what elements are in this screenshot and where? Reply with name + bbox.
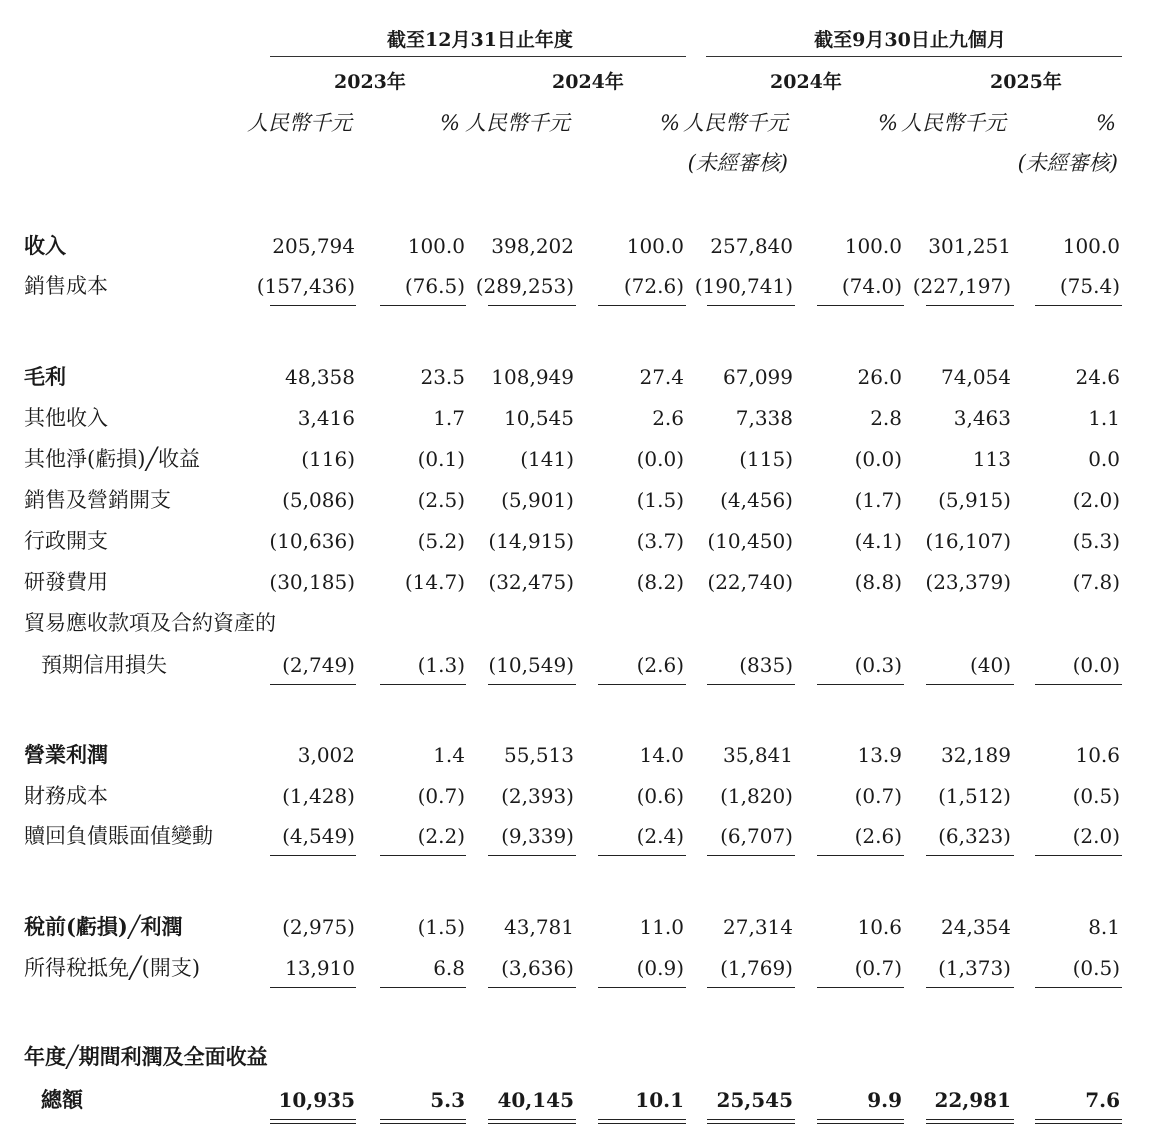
- amount-cell: 3,463: [953, 406, 1011, 430]
- subtotal-underline: [707, 305, 795, 306]
- percent-cell: (2.5): [417, 488, 465, 512]
- subtotal-underline: [270, 305, 356, 306]
- percent-cell: (1.5): [417, 915, 465, 939]
- percent-cell: (0.7): [854, 956, 902, 980]
- amount-cell: 13,910: [285, 956, 355, 980]
- total-double-underline: [1035, 1119, 1122, 1120]
- year-header-2025: 2025年: [990, 71, 1062, 93]
- percent-cell: 100.0: [626, 234, 684, 258]
- percent-cell: (1.5): [636, 488, 684, 512]
- year-header-2023: 2023年: [334, 71, 406, 93]
- percent-cell: 10.1: [635, 1088, 684, 1112]
- row-label: 貿易應收款項及合約資產的: [24, 611, 276, 635]
- amount-cell: (4,456): [720, 488, 793, 512]
- subtotal-underline: [926, 684, 1014, 685]
- amount-cell: 67,099: [723, 365, 793, 389]
- percent-cell: 14.0: [639, 743, 684, 767]
- amount-cell: (116): [301, 447, 355, 471]
- percent-cell: 27.4: [639, 365, 684, 389]
- amount-cell: (10,549): [488, 653, 574, 677]
- percent-cell: 100.0: [407, 234, 465, 258]
- amount-cell: 3,002: [297, 743, 355, 767]
- row-label: 年度╱期間利潤及全面收益: [24, 1044, 268, 1069]
- row-label-continuation: 預期信用損失: [41, 653, 167, 677]
- percent-cell: (0.0): [636, 447, 684, 471]
- group-header-interim-rule: [706, 56, 1122, 57]
- row-label: 其他收入: [24, 406, 108, 430]
- percent-cell: 1.7: [433, 406, 465, 430]
- amount-cell: 27,314: [723, 915, 793, 939]
- amount-cell: 3,416: [297, 406, 355, 430]
- amount-cell: 32,189: [941, 743, 1011, 767]
- percent-cell: (0.5): [1072, 956, 1120, 980]
- total-double-underline: [926, 1119, 1014, 1120]
- percent-cell: (75.4): [1059, 274, 1120, 298]
- subtotal-underline: [817, 305, 904, 306]
- amount-cell: 113: [972, 447, 1011, 471]
- percent-cell: (1.7): [854, 488, 902, 512]
- subtotal-underline: [380, 305, 466, 306]
- amount-cell: 398,202: [491, 234, 574, 258]
- unaudited-note-2024: (未經審核): [687, 151, 788, 175]
- total-double-underline: [598, 1119, 686, 1120]
- percent-cell: 1.4: [433, 743, 465, 767]
- amount-cell: (157,436): [256, 274, 355, 298]
- amount-cell: 7,338: [735, 406, 793, 430]
- amount-cell: 35,841: [723, 743, 793, 767]
- unit-label-col5: 人民幣千元: [683, 111, 788, 135]
- subtotal-underline: [380, 855, 466, 856]
- row-label-continuation: 總額: [41, 1087, 83, 1112]
- subtotal-underline: [1035, 987, 1122, 988]
- amount-cell: (14,915): [488, 529, 574, 553]
- percent-cell: (3.7): [636, 529, 684, 553]
- amount-cell: (30,185): [269, 570, 355, 594]
- percent-cell: 2.8: [870, 406, 902, 430]
- percent-cell: (1.3): [417, 653, 465, 677]
- amount-cell: (5,901): [501, 488, 574, 512]
- row-label: 行政開支: [24, 529, 108, 553]
- percent-cell: 0.0: [1088, 447, 1120, 471]
- amount-cell: (4,549): [282, 824, 355, 848]
- percent-cell: 10.6: [857, 915, 902, 939]
- amount-cell: 24,354: [941, 915, 1011, 939]
- amount-cell: (2,749): [282, 653, 355, 677]
- percent-cell: (8.8): [854, 570, 902, 594]
- amount-cell: 10,935: [278, 1088, 355, 1112]
- percent-cell: 5.3: [430, 1088, 465, 1112]
- percent-cell: 23.5: [420, 365, 465, 389]
- amount-cell: 74,054: [941, 365, 1011, 389]
- percent-cell: (2.6): [636, 653, 684, 677]
- percent-cell: (0.1): [417, 447, 465, 471]
- subtotal-underline: [488, 855, 576, 856]
- amount-cell: 10,545: [504, 406, 574, 430]
- percent-cell: 24.6: [1075, 365, 1120, 389]
- percent-cell: (7.8): [1072, 570, 1120, 594]
- percent-cell: 7.6: [1085, 1088, 1120, 1112]
- percent-cell: (0.7): [417, 784, 465, 808]
- percent-label-col4: %: [660, 111, 680, 135]
- subtotal-underline: [707, 684, 795, 685]
- amount-cell: (22,740): [707, 570, 793, 594]
- subtotal-underline: [926, 987, 1014, 988]
- subtotal-underline: [270, 987, 356, 988]
- subtotal-underline: [926, 305, 1014, 306]
- subtotal-underline: [926, 855, 1014, 856]
- percent-cell: (0.5): [1072, 784, 1120, 808]
- subtotal-underline: [488, 684, 576, 685]
- percent-cell: (2.2): [417, 824, 465, 848]
- subtotal-underline: [817, 684, 904, 685]
- amount-cell: 301,251: [928, 234, 1011, 258]
- percent-cell: (2.6): [854, 824, 902, 848]
- subtotal-underline: [1035, 684, 1122, 685]
- subtotal-underline: [817, 855, 904, 856]
- amount-cell: (835): [739, 653, 793, 677]
- amount-cell: (227,197): [912, 274, 1011, 298]
- amount-cell: (1,512): [938, 784, 1011, 808]
- amount-cell: (115): [739, 447, 793, 471]
- amount-cell: (23,379): [925, 570, 1011, 594]
- amount-cell: (10,636): [269, 529, 355, 553]
- percent-cell: 100.0: [844, 234, 902, 258]
- row-label: 稅前(虧損)╱利潤: [24, 914, 183, 939]
- amount-cell: (3,636): [501, 956, 574, 980]
- percent-cell: (5.3): [1072, 529, 1120, 553]
- amount-cell: 48,358: [285, 365, 355, 389]
- amount-cell: (32,475): [488, 570, 574, 594]
- amount-cell: (1,428): [282, 784, 355, 808]
- percent-cell: 2.6: [652, 406, 684, 430]
- subtotal-underline: [380, 684, 466, 685]
- row-label: 銷售成本: [24, 274, 108, 298]
- subtotal-underline: [598, 987, 686, 988]
- percent-cell: 13.9: [857, 743, 902, 767]
- total-double-underline: [270, 1119, 356, 1120]
- amount-cell: (6,707): [720, 824, 793, 848]
- percent-cell: 26.0: [857, 365, 902, 389]
- row-label: 其他淨(虧損)╱收益: [24, 447, 201, 471]
- unit-label-col1: 人民幣千元: [247, 111, 352, 135]
- amount-cell: (1,373): [938, 956, 1011, 980]
- year-header-2024-interim: 2024年: [770, 71, 842, 93]
- amount-cell: (141): [520, 447, 574, 471]
- amount-cell: (16,107): [925, 529, 1011, 553]
- percent-cell: (72.6): [623, 274, 684, 298]
- year-header-2024-annual: 2024年: [552, 71, 624, 93]
- amount-cell: 43,781: [504, 915, 574, 939]
- percent-cell: (0.9): [636, 956, 684, 980]
- percent-cell: (76.5): [404, 274, 465, 298]
- subtotal-underline: [1035, 305, 1122, 306]
- amount-cell: 205,794: [272, 234, 355, 258]
- percent-cell: 100.0: [1062, 234, 1120, 258]
- group-header-annual-rule: [270, 56, 686, 57]
- amount-cell: (1,769): [720, 956, 793, 980]
- percent-cell: (0.3): [854, 653, 902, 677]
- amount-cell: (5,915): [938, 488, 1011, 512]
- amount-cell: (289,253): [475, 274, 574, 298]
- subtotal-underline: [817, 987, 904, 988]
- total-double-underline: [380, 1119, 466, 1120]
- percent-cell: 9.9: [867, 1088, 902, 1112]
- subtotal-underline: [598, 855, 686, 856]
- subtotal-underline: [488, 305, 576, 306]
- total-double-underline: [817, 1119, 904, 1120]
- subtotal-underline: [598, 684, 686, 685]
- amount-cell: (2,393): [501, 784, 574, 808]
- percent-cell: (2.0): [1072, 824, 1120, 848]
- subtotal-underline: [707, 987, 795, 988]
- percent-cell: 11.0: [639, 915, 684, 939]
- percent-cell: 1.1: [1088, 406, 1120, 430]
- amount-cell: 40,145: [497, 1088, 574, 1112]
- subtotal-underline: [488, 987, 576, 988]
- total-double-underline: [707, 1119, 795, 1120]
- amount-cell: (40): [969, 653, 1011, 677]
- amount-cell: (9,339): [501, 824, 574, 848]
- amount-cell: 22,981: [934, 1088, 1011, 1112]
- amount-cell: (190,741): [694, 274, 793, 298]
- percent-cell: (2.4): [636, 824, 684, 848]
- unit-label-col7: 人民幣千元: [901, 111, 1006, 135]
- percent-cell: (74.0): [841, 274, 902, 298]
- percent-label-col2: %: [440, 111, 460, 135]
- amount-cell: (6,323): [938, 824, 1011, 848]
- percent-label-col6: %: [878, 111, 898, 135]
- group-header-annual: 截至12月31日止年度: [387, 29, 573, 51]
- percent-cell: 8.1: [1088, 915, 1120, 939]
- subtotal-underline: [707, 855, 795, 856]
- row-label: 所得稅抵免╱(開支): [24, 956, 201, 980]
- percent-cell: (0.0): [1072, 653, 1120, 677]
- percent-cell: (0.7): [854, 784, 902, 808]
- group-header-interim: 截至9月30日止九個月: [814, 29, 1006, 51]
- row-label: 毛利: [24, 364, 66, 389]
- percent-cell: (0.0): [854, 447, 902, 471]
- amount-cell: 55,513: [504, 743, 574, 767]
- row-label: 財務成本: [24, 784, 108, 808]
- percent-cell: (14.7): [404, 570, 465, 594]
- unit-label-col3: 人民幣千元: [465, 111, 570, 135]
- amount-cell: (10,450): [707, 529, 793, 553]
- subtotal-underline: [598, 305, 686, 306]
- percent-cell: (0.6): [636, 784, 684, 808]
- percent-cell: 6.8: [433, 956, 465, 980]
- percent-cell: 10.6: [1075, 743, 1120, 767]
- unaudited-note-2025: (未經審核): [1017, 151, 1118, 175]
- percent-label-col8: %: [1096, 111, 1116, 135]
- amount-cell: 108,949: [491, 365, 574, 389]
- percent-cell: (5.2): [417, 529, 465, 553]
- total-double-underline: [488, 1119, 576, 1120]
- percent-cell: (2.0): [1072, 488, 1120, 512]
- subtotal-underline: [270, 684, 356, 685]
- amount-cell: (5,086): [282, 488, 355, 512]
- row-label: 營業利潤: [24, 742, 108, 767]
- subtotal-underline: [380, 987, 466, 988]
- row-label: 收入: [24, 233, 66, 258]
- subtotal-underline: [270, 855, 356, 856]
- percent-cell: (4.1): [854, 529, 902, 553]
- amount-cell: 257,840: [710, 234, 793, 258]
- row-label: 贖回負債賬面值變動: [24, 824, 213, 848]
- row-label: 研發費用: [24, 570, 108, 594]
- percent-cell: (8.2): [636, 570, 684, 594]
- amount-cell: 25,545: [716, 1088, 793, 1112]
- subtotal-underline: [1035, 855, 1122, 856]
- row-label: 銷售及營銷開支: [24, 488, 171, 512]
- amount-cell: (1,820): [720, 784, 793, 808]
- amount-cell: (2,975): [282, 915, 355, 939]
